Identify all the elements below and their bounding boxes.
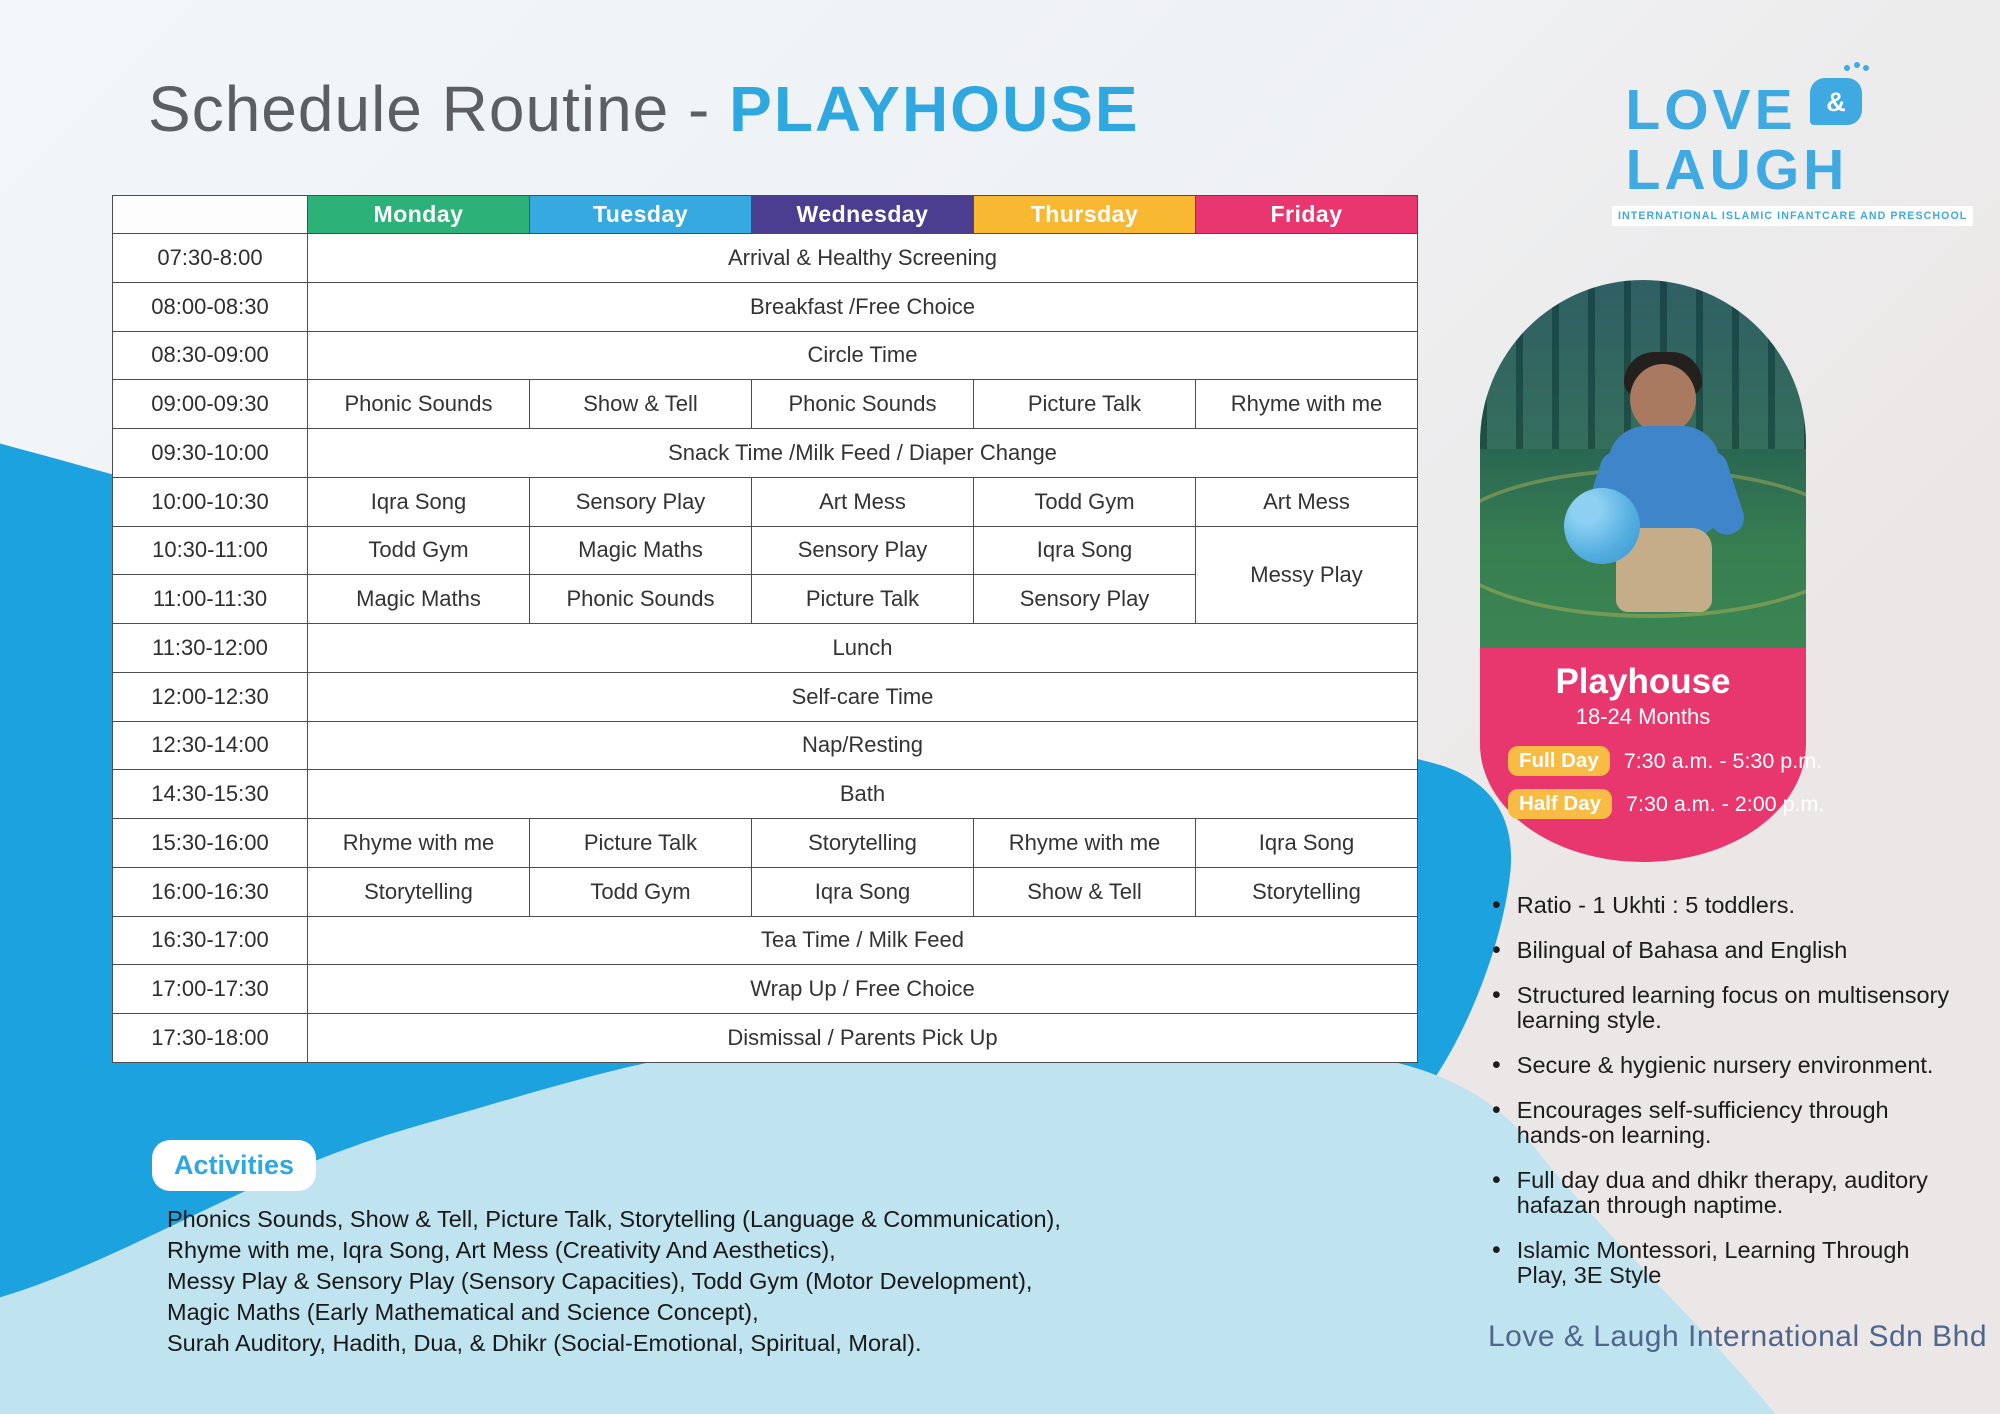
schedule-cell: Phonic Sounds <box>752 380 974 429</box>
day-header-wednesday: Wednesday <box>752 196 974 234</box>
feature-item <box>1492 893 1954 918</box>
schedule-cell: Todd Gym <box>530 867 752 916</box>
time-cell: 15:30-16:00 <box>113 819 308 868</box>
program-info-panel <box>1480 648 1825 862</box>
schedule-cell: Sensory Play <box>752 526 974 575</box>
schedule-cell: Rhyme with me <box>308 819 530 868</box>
time-cell: 12:00-12:30 <box>113 672 308 721</box>
bullet-dot: • <box>1492 1236 1501 1264</box>
option-time: 7:30 a.m. - 2:00 p.m. <box>1626 791 1825 816</box>
splash-icon <box>1854 62 1860 68</box>
day-header-friday: Friday <box>1196 196 1418 234</box>
time-cell: 10:30-11:00 <box>113 526 308 575</box>
schedule-cell: Arrival & Healthy Screening <box>308 234 1418 283</box>
schedule-cell: Iqra Song <box>308 477 530 526</box>
table-row <box>113 331 1418 380</box>
blue-ball <box>1564 488 1640 564</box>
schedule-cell: Wrap Up / Free Choice <box>308 965 1418 1014</box>
program-options <box>1480 746 1825 819</box>
bullet-dot: • <box>1492 1166 1501 1194</box>
activities-line: Phonics Sounds, Show & Tell, Picture Talk, Storytelling (Language & Communication), <box>167 1206 1061 1232</box>
schedule-cell: Dismissal / Parents Pick Up <box>308 1014 1418 1063</box>
page-title-highlight: PLAYHOUSE <box>729 73 1140 145</box>
feature-item <box>1492 983 1954 1033</box>
feature-item <box>1492 1053 1954 1078</box>
day-header-tuesday: Tuesday <box>530 196 752 234</box>
activities-badge: Activities <box>152 1140 316 1191</box>
table-row <box>113 624 1418 673</box>
activities-line: Surah Auditory, Hadith, Dua, & Dhikr (Social-Emotional, Spiritual, Moral). <box>167 1330 922 1356</box>
table-row <box>113 282 1418 331</box>
program-age-range: 18-24 Months <box>1575 704 1711 729</box>
feature-item <box>1492 1098 1954 1148</box>
time-cell: 12:30-14:00 <box>113 721 308 770</box>
time-cell: 14:30-15:30 <box>113 770 308 819</box>
feature-item <box>1492 1238 1954 1288</box>
day-header-monday: Monday <box>308 196 530 234</box>
schedule-cell: Iqra Song <box>974 526 1196 575</box>
page-title <box>148 72 1140 146</box>
bullet-dot: • <box>1492 981 1501 1009</box>
table-row <box>113 819 1418 868</box>
time-cell: 08:00-08:30 <box>113 282 308 331</box>
option-badge: Full Day <box>1508 746 1610 776</box>
feature-text: Encourages self-sufficiency through hands-on learning. <box>1516 1097 1889 1148</box>
schedule-cell: Phonic Sounds <box>308 380 530 429</box>
bullet-dot: • <box>1492 936 1501 964</box>
schedule-cell: Storytelling <box>1196 867 1418 916</box>
corner-cell <box>113 196 308 234</box>
time-cell: 09:30-10:00 <box>113 429 308 478</box>
schedule-cell: Bath <box>308 770 1418 819</box>
table-row <box>113 916 1418 965</box>
activities-lines <box>167 1204 1107 1359</box>
schedule-cell: Todd Gym <box>974 477 1196 526</box>
feature-text: Bilingual of Bahasa and English <box>1516 937 1848 963</box>
schedule-cell: Circle Time <box>308 331 1418 380</box>
option-badge: Half Day <box>1508 789 1612 819</box>
time-cell: 17:30-18:00 <box>113 1014 308 1063</box>
schedule-cell: Rhyme with me <box>1196 380 1418 429</box>
logo-tagline: INTERNATIONAL ISLAMIC INFANTCARE AND PRESCHOOL <box>1612 206 1973 226</box>
table-row <box>113 965 1418 1014</box>
table-row <box>113 867 1418 916</box>
activities-line: Rhyme with me, Iqra Song, Art Mess (Creativity And Aesthetics), <box>167 1237 836 1263</box>
program-name: Playhouse <box>1555 662 1731 701</box>
bullet-dot: • <box>1492 891 1501 919</box>
program-option <box>1508 789 1825 819</box>
child-head <box>1630 364 1696 434</box>
program-option <box>1508 746 1823 776</box>
time-cell: 16:00-16:30 <box>113 867 308 916</box>
schedule-cell: Picture Talk <box>752 575 974 624</box>
schedule-cell: Art Mess <box>752 477 974 526</box>
schedule-cell: Self-care Time <box>308 672 1418 721</box>
schedule-cell: Tea Time / Milk Feed <box>308 916 1418 965</box>
time-cell: 09:00-09:30 <box>113 380 308 429</box>
program-card <box>1480 280 1825 862</box>
schedule-body <box>113 234 1418 1063</box>
logo-laugh: LAUGH <box>1625 138 1849 202</box>
schedule-cell: Nap/Resting <box>308 721 1418 770</box>
table-row <box>113 234 1418 283</box>
schedule-cell: Messy Play <box>1196 526 1418 624</box>
schedule-cell: Lunch <box>308 624 1418 673</box>
time-cell: 17:00-17:30 <box>113 965 308 1014</box>
company-footer: Love & Laugh International Sdn Bhd <box>1488 1320 1988 1353</box>
option-time: 7:30 a.m. - 5:30 p.m. <box>1623 748 1823 773</box>
feature-item <box>1492 938 1954 963</box>
table-row <box>113 721 1418 770</box>
schedule-cell: Picture Talk <box>530 819 752 868</box>
feature-item <box>1492 1168 1954 1218</box>
schedule-header-row <box>113 196 1418 234</box>
schedule-cell: Magic Maths <box>530 526 752 575</box>
schedule-cell: Phonic Sounds <box>530 575 752 624</box>
table-row <box>113 429 1418 478</box>
schedule-cell: Breakfast /Free Choice <box>308 282 1418 331</box>
logo-love <box>1612 80 1862 140</box>
schedule-cell: Show & Tell <box>530 380 752 429</box>
table-row <box>113 672 1418 721</box>
time-cell: 08:30-09:00 <box>113 331 308 380</box>
activities-line: Magic Maths (Early Mathematical and Science Concept), <box>167 1299 759 1325</box>
table-row <box>113 477 1418 526</box>
schedule-cell: Magic Maths <box>308 575 530 624</box>
logo-love-text: LOVE <box>1625 78 1797 142</box>
time-cell: 16:30-17:00 <box>113 916 308 965</box>
day-header-thursday: Thursday <box>974 196 1196 234</box>
schedule-cell: Snack Time /Milk Feed / Diaper Change <box>308 429 1418 478</box>
feature-text: Islamic Montessori, Learning Through Play, 3E Style <box>1516 1237 1910 1288</box>
bullet-dot: • <box>1492 1051 1501 1079</box>
schedule-cell: Rhyme with me <box>974 819 1196 868</box>
feature-text: Structured learning focus on multisensory learning style. <box>1516 982 1950 1033</box>
schedule-cell: Sensory Play <box>530 477 752 526</box>
schedule-cell: Art Mess <box>1196 477 1418 526</box>
time-cell: 11:30-12:00 <box>113 624 308 673</box>
schedule-cell: Iqra Song <box>752 867 974 916</box>
schedule-table <box>112 195 1418 1063</box>
ampersand-text: & <box>1826 86 1846 117</box>
table-row <box>113 526 1418 575</box>
schedule-cell: Storytelling <box>752 819 974 868</box>
schedule-cell: Iqra Song <box>1196 819 1418 868</box>
toddler-photo <box>1480 280 1806 648</box>
table-row <box>113 1014 1418 1063</box>
time-cell: 11:00-11:30 <box>113 575 308 624</box>
activities-line: Messy Play & Sensory Play (Sensory Capacities), Todd Gym (Motor Development), <box>167 1268 1033 1294</box>
table-row <box>113 770 1418 819</box>
ampersand-bubble-icon <box>1810 78 1862 125</box>
time-cell: 10:00-10:30 <box>113 477 308 526</box>
table-row <box>113 380 1418 429</box>
features-list <box>1492 893 1954 1308</box>
schedule-cell: Todd Gym <box>308 526 530 575</box>
feature-text: Secure & hygienic nursery environment. <box>1516 1052 1934 1078</box>
schedule-cell: Storytelling <box>308 867 530 916</box>
schedule-cell: Sensory Play <box>974 575 1196 624</box>
schedule-cell: Show & Tell <box>974 867 1196 916</box>
page-title-prefix: Schedule Routine - <box>148 73 730 145</box>
feature-text: Full day dua and dhikr therapy, auditory hafazan through naptime. <box>1516 1167 1928 1218</box>
time-cell: 07:30-8:00 <box>113 234 308 283</box>
schedule-cell: Picture Talk <box>974 380 1196 429</box>
feature-text: Ratio - 1 Ukhti : 5 toddlers. <box>1516 892 1795 918</box>
bullet-dot: • <box>1492 1096 1501 1124</box>
love-and-laugh-logo <box>1612 78 1968 226</box>
